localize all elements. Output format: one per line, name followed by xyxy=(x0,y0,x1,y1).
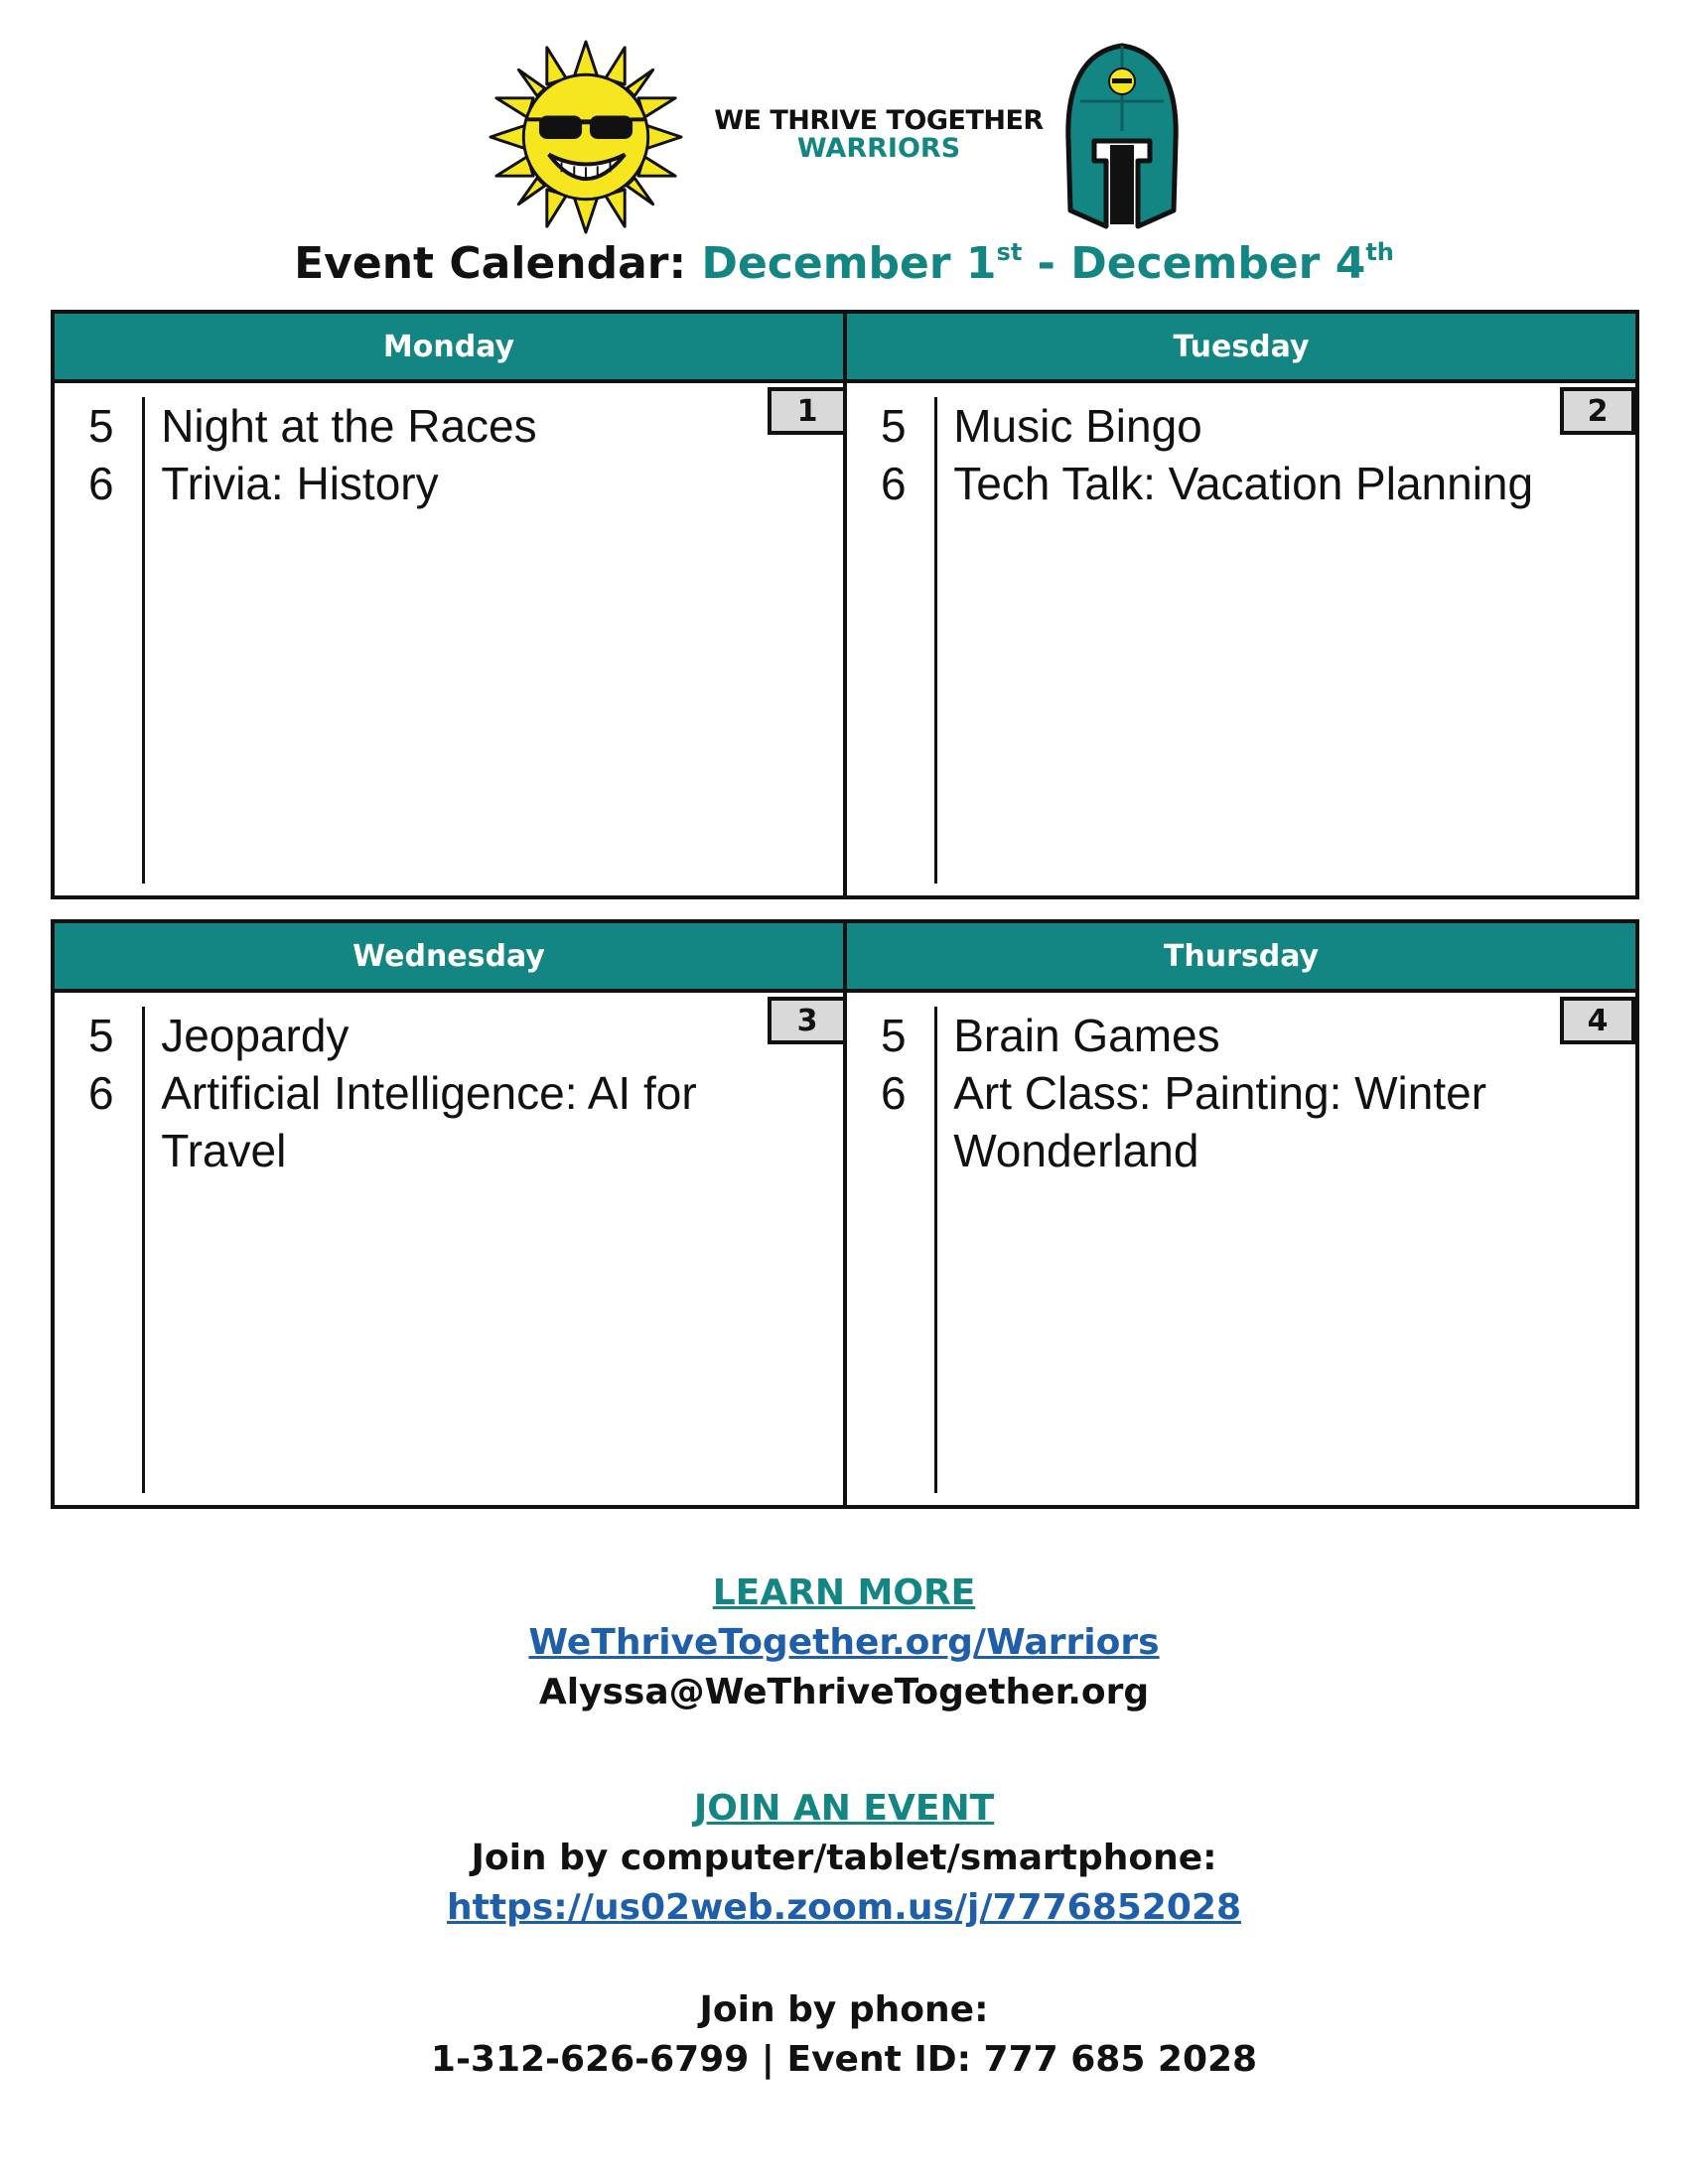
contact-email[interactable]: Alyssa@WeThriveTogether.org xyxy=(538,1672,1150,1712)
event-item xyxy=(847,397,1542,455)
day-number-badge: 1 xyxy=(768,387,843,435)
title-start-ordinal: st xyxy=(996,238,1023,266)
event-item xyxy=(847,1064,1542,1179)
day-number-badge: 4 xyxy=(1560,997,1635,1044)
event-time: 5 xyxy=(88,400,114,452)
title-end-ordinal: th xyxy=(1365,238,1394,266)
brand-wordmark xyxy=(695,107,1062,164)
event-time: 6 xyxy=(88,458,114,509)
title-start-date: December 1 xyxy=(701,238,997,289)
event-item xyxy=(847,455,1542,512)
sun-mascot-logo xyxy=(489,40,683,234)
event-title: Night at the Races xyxy=(161,400,537,452)
join-phone-label: Join by phone: xyxy=(699,1989,989,2030)
header xyxy=(0,40,1688,238)
event-list xyxy=(55,1007,750,1179)
day-number-badge: 2 xyxy=(1560,387,1635,435)
event-title: Trivia: History xyxy=(161,458,439,509)
warrior-helmet-logo xyxy=(1060,42,1184,230)
join-event-section xyxy=(0,1784,1688,1933)
event-title: Brain Games xyxy=(953,1010,1220,1061)
event-item xyxy=(55,1007,750,1064)
day-header: Monday xyxy=(55,314,843,383)
event-time: 5 xyxy=(88,1010,114,1061)
title-end-date: December 4 xyxy=(1070,238,1366,289)
day-cell-thursday xyxy=(847,923,1635,1505)
join-computer-label: Join by computer/tablet/smartphone: xyxy=(471,1838,1217,1878)
day-header: Tuesday xyxy=(847,314,1635,383)
event-title: Jeopardy xyxy=(161,1010,350,1061)
title-separator: - xyxy=(1022,238,1071,289)
brand-line-1: WE THRIVE TOGETHER xyxy=(714,105,1044,136)
event-list xyxy=(55,397,750,512)
event-time: 5 xyxy=(881,1010,907,1061)
event-time: 6 xyxy=(88,1067,114,1119)
join-event-heading: JOIN AN EVENT xyxy=(693,1788,995,1829)
event-item xyxy=(55,455,750,512)
event-item xyxy=(55,1064,750,1179)
event-time: 6 xyxy=(881,458,907,509)
calendar-row xyxy=(51,919,1639,1509)
page-title xyxy=(0,238,1688,289)
event-title: Art Class: Painting: Winter Wonderland xyxy=(953,1067,1487,1176)
event-time: 5 xyxy=(881,400,907,452)
event-title: Tech Talk: Vacation Planning xyxy=(953,458,1534,509)
brand-line-2: WARRIORS xyxy=(796,133,961,165)
event-time: 6 xyxy=(881,1067,907,1119)
join-phone-number: 1-312-626-6799 | Event ID: 777 685 2028 xyxy=(430,2039,1258,2080)
day-header: Wednesday xyxy=(55,923,843,993)
calendar-row xyxy=(51,310,1639,899)
day-number-badge: 3 xyxy=(768,997,843,1044)
join-phone-section xyxy=(0,1985,1688,2085)
event-list xyxy=(847,397,1542,512)
zoom-link[interactable]: https://us02web.zoom.us/j/7776852028 xyxy=(447,1887,1241,1928)
event-title: Music Bingo xyxy=(953,400,1202,452)
day-cell-wednesday xyxy=(55,923,847,1505)
website-link[interactable]: WeThriveTogether.org/Warriors xyxy=(528,1622,1160,1663)
event-item xyxy=(847,1007,1542,1064)
day-cell-tuesday xyxy=(847,314,1635,895)
day-header: Thursday xyxy=(847,923,1635,993)
title-dates xyxy=(701,238,1393,289)
event-item xyxy=(55,397,750,455)
day-cell-monday xyxy=(55,314,847,895)
event-list xyxy=(847,1007,1542,1179)
event-title: Artificial Intelligence: AI for Travel xyxy=(161,1067,697,1176)
learn-more-section xyxy=(0,1569,1688,1717)
learn-more-heading: LEARN MORE xyxy=(712,1572,976,1613)
title-label: Event Calendar: xyxy=(294,238,687,289)
